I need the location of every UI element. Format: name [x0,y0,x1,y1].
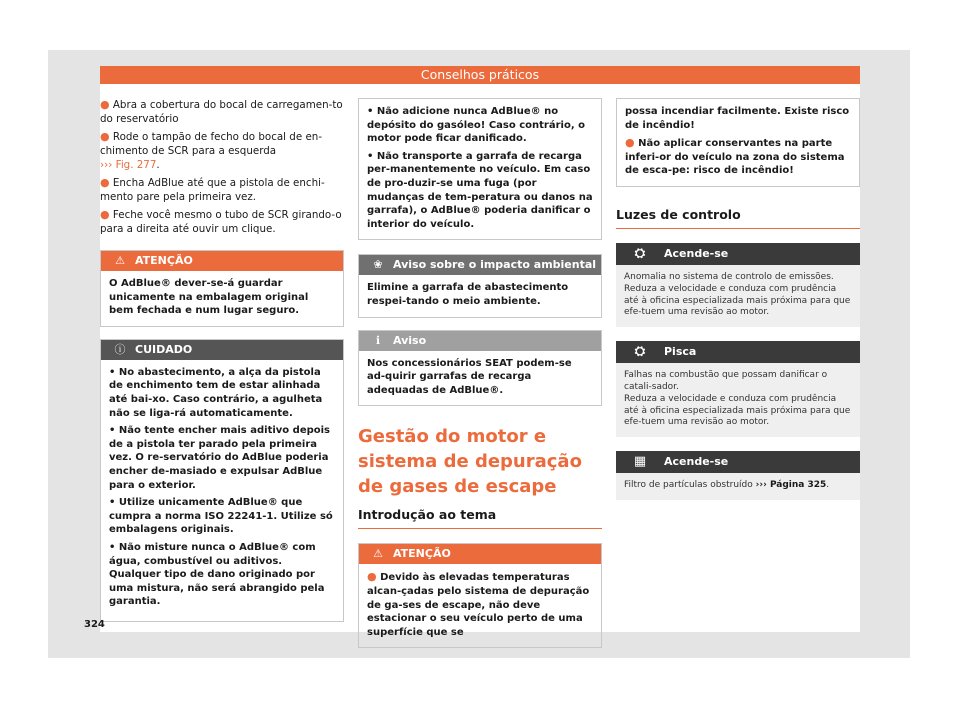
lamp-description: Falhas na combustão que possam danificar o catali-sador. Reduza a velocidade e conduza com prudência até à oficina especializada mais próxima para que efe-tuem uma revisão ao motor. [616,363,860,437]
warning-box-header: ⚠ ATENÇÃO [359,544,601,564]
caution-item: • Não misture nunca o AdBlue® com água, combustível ou aditivos. Qualquer tipo de dano originado por uma mistura, não será abrangido pela garantia. [109,541,325,608]
warning-item: ● Não aplicar conservantes na parte inferi-or do veículo na zona do sistema de esca-pe: risco de incêndio! [625,136,845,177]
step-item: ● Feche você mesmo o tubo de SCR girando-o para a direita até ouvir um clique. [100,208,342,235]
environment-flower-icon: ❀ [373,258,383,272]
figure-link[interactable]: ››› Fig. 277 [100,159,157,171]
lamp-header: ▦ Acende-se [616,451,860,473]
environment-box [358,254,602,317]
lamp-entry [616,243,860,327]
environment-box-header: ❀ Aviso sobre o impacto ambiental [359,255,601,275]
lamp-description: Anomalia no sistema de controlo de emissões. Reduza a velocidade e conduza com prudência até à oficina especializada mais próxima para que efe-tuem uma revisão ao motor. [616,265,860,327]
warning-box [358,543,602,648]
column-1 [100,98,344,634]
caution-item: • Não tente encher mais aditivo depois de a pistola ter parado pela primeira vez. O re-servatório do AdBlue poderia encher de-masiado e expulsar AdBlue para o exterior. [109,425,331,491]
lamp-header: ⛭ Acende-se [616,243,860,265]
warning-triangle-icon: ⚠ [373,547,383,561]
subsection-title: Introdução ao tema [358,507,602,529]
bullet-dot-icon: ● [625,136,635,150]
engine-lamp-icon: ⛭ [634,344,646,360]
exclamation-circle-icon: ⓘ [114,342,126,356]
particle-filter-icon: ▦ [633,454,647,470]
bullet-dot-icon: ● [100,130,110,143]
section-title: Gestão do motor e sistema de depuração de gases de escape [358,426,582,498]
warning-box-header: ⚠ ATENÇÃO [101,251,343,271]
warning-box [100,250,344,327]
caution-item: • Não transporte a garrafa de recarga per-manentemente no veículo. Em caso de pro-duzir-se uma fuga (por mudanças de tem-peratura ou danos na garrafa), o AdBlue® poderia danificar o interior do veículo. [367,150,593,230]
warning-box-body: O AdBlue® dever-se-á guardar unicamente na embalagem original bem fechada e num lugar seguro. [109,278,309,317]
info-box-header: ℹ Aviso [359,331,601,351]
warning-box-continued [616,98,860,187]
page-link[interactable]: ››› Página 325 [755,480,827,491]
bullet-dot-icon: ● [100,176,110,189]
bullet-dot-icon: ● [367,570,377,584]
chapter-header: Conselhos práticos [100,66,860,84]
info-icon: ℹ [375,333,381,347]
page-number: 324 [84,619,105,630]
caution-box-header: ⓘ CUIDADO [101,340,343,360]
warning-box-body [359,564,601,647]
subsection-title: Luzes de controlo [616,207,860,229]
bullet-dot-icon: ● [100,98,110,111]
warning-text: possa incendiar facilmente. Existe risco de incêndio! [625,106,850,131]
caution-item: • Não adicione nunca AdBlue® no depósito do gasóleo! Caso contrário, o motor pode ficar danificado. [367,106,585,145]
column-3 [616,98,860,514]
info-box-body: Nos concessionários SEAT podem-se ad-quirir garrafas de recarga adequadas de AdBlue®. [367,357,572,396]
warning-triangle-icon: ⚠ [115,254,125,267]
step-item: ● Encha AdBlue até que a pistola de enchi-mento pare pela primeira vez. [100,176,325,203]
caution-item: • No abastecimento, a alça da pistola de enchimento tem de estar alinhada até bai-xo. Caso contrário, a agulheta não se liga-rá automaticamente. [109,366,323,419]
lamp-header: ⛭ Pisca [616,341,860,363]
step-item: ● Abra a cobertura do bocal de carregamen-to do reservatório [100,98,343,125]
caution-box [100,339,344,622]
lamp-entry [616,341,860,437]
info-box [358,330,602,407]
caution-box-continued-body [359,99,601,239]
column-2 [358,98,602,660]
environment-box-body: Elimine a garrafa de abastecimento respei-tando o meio ambiente. [367,282,569,307]
engine-lamp-icon: ⛭ [634,245,646,261]
caution-box-continued [358,98,602,240]
bullet-dot-icon: ● [100,208,110,221]
lamp-entry [616,451,860,500]
warning-box-continued-body [617,99,859,186]
step-item: ● Rode o tampão de fecho do bocal de en-chimento de SCR para a esquerda ››› Fig. 277. [100,130,323,171]
lamp-description: Filtro de partículas obstruído ››› Página 325. [616,473,860,500]
caution-box-body [101,360,343,621]
caution-item: • Utilize unicamente AdBlue® que cumpra a norma ISO 22241-1. Utilize só embalagens originais. [109,497,333,536]
warning-item: ● Devido às elevadas temperaturas alcan-çadas pelo sistema de depuração de ga-ses de escape, não deve estacionar o seu veículo perto de uma superfície que se [367,570,590,638]
